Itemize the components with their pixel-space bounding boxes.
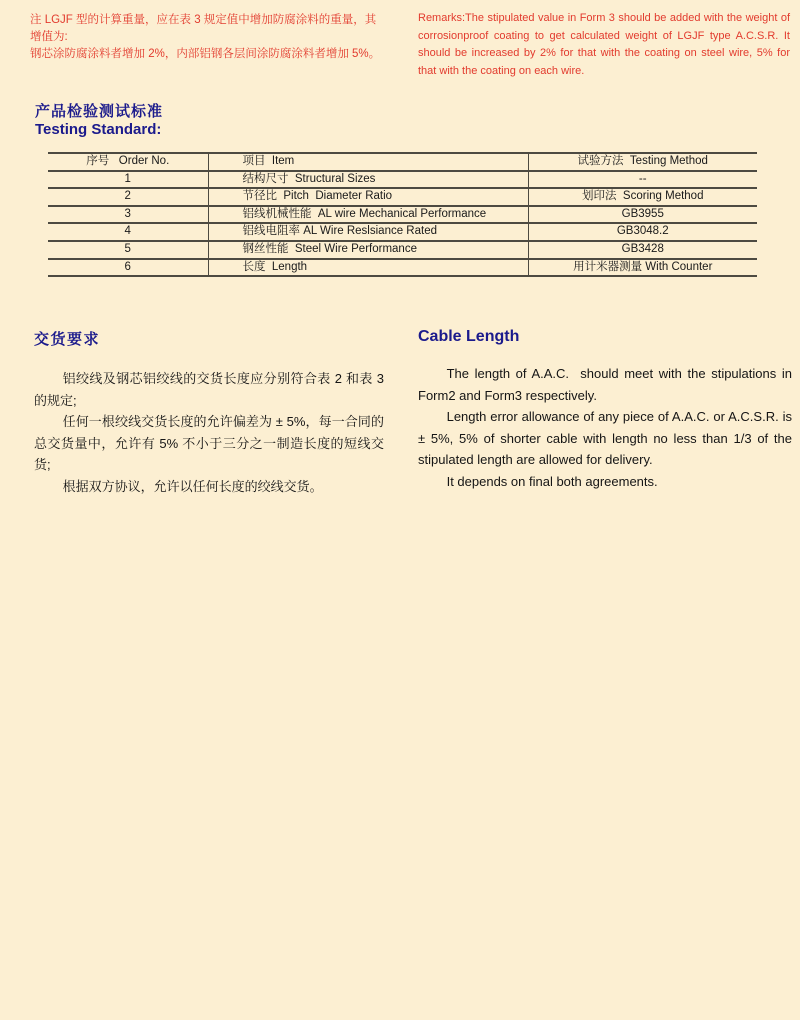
cell-testing-method: 划印法 Scoring Method xyxy=(528,188,757,206)
delivery-requirements-title: 交货要求 xyxy=(34,331,101,348)
remark-note-chinese-line2: 钢芯涂防腐涂料者增加 2%，内部铝钢各层间涂防腐涂料者增加 5%。 xyxy=(30,48,381,60)
cable-length-paragraph: The length of A.A.C. should meet with the stipulations in Form2 and Form3 respectively. xyxy=(418,366,796,403)
table-row xyxy=(48,259,757,277)
cell-item: 节径比 Pitch Diameter Ratio xyxy=(208,188,528,206)
testing-standard-table xyxy=(48,152,757,277)
cell-item: 长度 Length xyxy=(208,259,528,277)
delivery-requirements-section xyxy=(34,328,388,497)
column-header-order-no: 序号 Order No. xyxy=(86,155,170,167)
cable-length-section xyxy=(418,328,796,492)
table-row xyxy=(48,223,757,241)
cable-length-paragraph: Length error allowance of any piece of A.A.C. or A.C.S.R. is ± 5%, 5% of shorter cable with length no less than 1/3 of the stipulated length are allowed for delivery. xyxy=(418,409,796,467)
section-title-english: Testing Standard: xyxy=(35,121,162,138)
cell-item: 铝线机械性能 AL wire Mechanical Performance xyxy=(208,206,528,224)
table-row xyxy=(48,206,757,224)
cell-testing-method: -- xyxy=(528,171,757,189)
cell-order-no: 2 xyxy=(124,190,131,203)
cell-item: 铝线电阻率 AL Wire Reslsiance Rated xyxy=(208,223,528,241)
column-header-item: 项目 Item xyxy=(208,153,528,171)
delivery-paragraph: 根据双方协议，允许以任何长度的绞线交货。 xyxy=(62,478,323,494)
cell-order-no: 4 xyxy=(124,225,131,238)
cell-testing-method: GB3955 xyxy=(528,206,757,224)
cell-testing-method: GB3048.2 xyxy=(528,223,757,241)
cable-length-title: Cable Length xyxy=(418,328,520,345)
column-header-testing-method: 试验方法 Testing Method xyxy=(528,153,757,171)
remark-note-english: Remarks:The stipulated value in Form 3 should be added with the weight of corrosionproof coating to get calculated weight of LGJF type A.C.S.R. It should be increased by 2% for that with the coating on steel wire, 5% for that with the coating on each wire. xyxy=(418,12,790,77)
cell-item: 钢丝性能 Steel Wire Performance xyxy=(208,241,528,259)
cable-length-paragraph: It depends on final both agreements. xyxy=(446,473,658,489)
table-row xyxy=(48,171,757,189)
table-row xyxy=(48,188,757,206)
cell-testing-method: GB3428 xyxy=(528,241,757,259)
cell-testing-method: 用计米器测量 With Counter xyxy=(528,259,757,277)
cell-order-no: 1 xyxy=(124,172,131,185)
table-row xyxy=(48,241,757,259)
table-header-row xyxy=(48,153,757,171)
cell-order-no: 6 xyxy=(124,260,131,273)
remark-note-chinese xyxy=(30,12,386,63)
cell-order-no: 3 xyxy=(124,207,131,220)
section-title-chinese: 产品检验测试标准 xyxy=(35,103,164,120)
cell-item: 结构尺寸 Structural Sizes xyxy=(208,171,528,189)
cell-order-no: 5 xyxy=(124,242,131,255)
delivery-paragraph: 任何一根绞线交货长度的允许偏差为 ± 5%，每一合同的总交货量中，允许有 5% 不小于三分之一制造长度的短线交货; xyxy=(34,414,384,472)
remark-note-chinese-line1: 注 LGJF 型的计算重量，应在表 3 规定值中增加防腐涂料的重量，其增值为: xyxy=(30,14,377,43)
delivery-paragraph: 铝绞线及钢芯铝绞线的交货长度应分别符合表 2 和表 3 的规定; xyxy=(34,371,388,408)
